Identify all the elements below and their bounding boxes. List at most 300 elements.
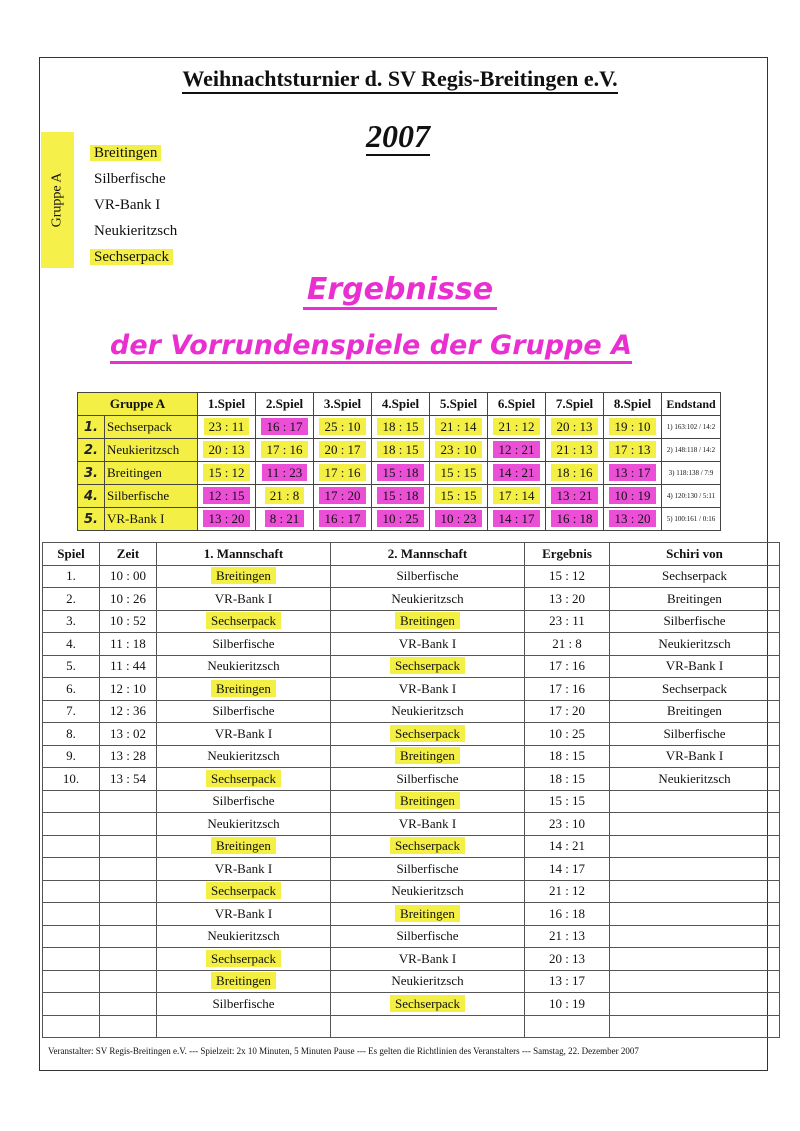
results-score-cell [604, 508, 662, 531]
results-subheading: der Vorrundenspiele der Gruppe A [110, 330, 632, 361]
schedule-schiri [610, 903, 780, 926]
results-endstand: 4) 120:130 / 5:11 [662, 485, 721, 508]
results-score: 16 : 17 [319, 510, 365, 527]
results-score: 14 : 21 [493, 464, 539, 481]
results-score: 21 : 12 [493, 418, 539, 435]
schedule-spiel [43, 925, 100, 948]
schedule-row [43, 993, 780, 1016]
schedule-team2: Breitingen [395, 612, 460, 629]
results-score-cell [488, 439, 546, 462]
schedule-ergebnis: 10 : 25 [525, 723, 610, 746]
results-score-cell [430, 462, 488, 485]
schedule-zeit: 12 : 10 [100, 678, 157, 701]
schedule-team2: Breitingen [395, 747, 460, 764]
schedule-zeit: 13 : 54 [100, 768, 157, 791]
schedule-spiel: 10. [43, 768, 100, 791]
schedule-zeit: 13 : 02 [100, 723, 157, 746]
schedule-schiri [610, 790, 780, 813]
results-endstand: 2) 148:118 / 14:2 [662, 439, 721, 462]
schedule-team1: VR-Bank I [214, 590, 273, 606]
results-score: 10 : 19 [609, 487, 655, 504]
results-score-cell [314, 439, 372, 462]
schedule-row [43, 565, 780, 588]
results-score: 18 : 15 [377, 418, 423, 435]
schedule-team1-cell [157, 903, 331, 926]
results-score-cell [546, 485, 604, 508]
schedule-row [43, 880, 780, 903]
results-team: Silberfische [105, 485, 198, 508]
schedule-team1-cell [157, 970, 331, 993]
schedule-schiri: Breitingen [610, 588, 780, 611]
schedule-spiel: 5. [43, 655, 100, 678]
schedule-zeit: 13 : 28 [100, 745, 157, 768]
results-score: 21 : 14 [435, 418, 481, 435]
schedule-team1: Breitingen [211, 567, 276, 584]
results-header-row [78, 393, 721, 416]
team-list-item [94, 140, 177, 166]
results-score: 15 : 15 [435, 464, 481, 481]
schedule-team2-cell [331, 948, 525, 971]
results-score-cell [372, 462, 430, 485]
results-team: Neukieritzsch [105, 439, 198, 462]
schedule-spiel [43, 858, 100, 881]
schedule-team1-cell [157, 880, 331, 903]
schedule-row [43, 858, 780, 881]
schedule-team1-cell [157, 610, 331, 633]
results-score: 14 : 17 [493, 510, 539, 527]
schedule-ergebnis: 21 : 12 [525, 880, 610, 903]
results-score: 23 : 10 [435, 441, 481, 458]
schedule-spiel [43, 1015, 100, 1038]
results-score-cell [488, 508, 546, 531]
results-score-cell [546, 462, 604, 485]
schedule-team1: Silberfische [212, 635, 275, 651]
results-score-cell [372, 485, 430, 508]
results-header-cell: 7.Spiel [546, 393, 604, 416]
schedule-header-cell: 1. Mannschaft [157, 543, 331, 566]
schedule-team2: Breitingen [395, 905, 460, 922]
results-score-cell [488, 462, 546, 485]
schedule-team2: Sechserpack [390, 725, 465, 742]
results-row [78, 462, 721, 485]
team-name: VR-Bank I [94, 197, 161, 213]
schedule-spiel [43, 880, 100, 903]
results-team: Sechserpack [105, 416, 198, 439]
document-title: Weihnachtsturnier d. SV Regis-Breitingen e.V. [0, 66, 800, 92]
results-score: 18 : 15 [377, 441, 423, 458]
schedule-schiri [610, 970, 780, 993]
schedule-zeit: 11 : 44 [100, 655, 157, 678]
schedule-team2-cell [331, 925, 525, 948]
results-score: 13 : 17 [609, 464, 655, 481]
results-score-cell [198, 485, 256, 508]
results-header-cell: 4.Spiel [372, 393, 430, 416]
schedule-ergebnis [525, 1015, 610, 1038]
schedule-row [43, 633, 780, 656]
schedule-team2-cell [331, 880, 525, 903]
results-score: 23 : 11 [204, 418, 250, 435]
results-row [78, 508, 721, 531]
schedule-zeit [100, 970, 157, 993]
results-score: 19 : 10 [609, 418, 655, 435]
schedule-team1: Sechserpack [206, 950, 281, 967]
schedule-row [43, 835, 780, 858]
schedule-team2-cell [331, 745, 525, 768]
schedule-schiri: Sechserpack [610, 678, 780, 701]
results-heading: Ergebnisse [0, 272, 800, 307]
results-score: 13 : 20 [203, 510, 249, 527]
schedule-team1: Sechserpack [206, 770, 281, 787]
schedule-row [43, 903, 780, 926]
results-header-cell: 3.Spiel [314, 393, 372, 416]
results-score: 10 : 23 [435, 510, 481, 527]
schedule-schiri [610, 835, 780, 858]
schedule-schiri: Silberfische [610, 610, 780, 633]
schedule-team1: Neukieritzsch [207, 928, 280, 944]
schedule-team1-cell [157, 948, 331, 971]
results-endstand: 1) 163:102 / 14:2 [662, 416, 721, 439]
schedule-schiri: Breitingen [610, 700, 780, 723]
results-team: Breitingen [105, 462, 198, 485]
schedule-team1-cell [157, 790, 331, 813]
schedule-row [43, 1015, 780, 1038]
results-score: 15 : 18 [377, 464, 423, 481]
schedule-team2-cell [331, 790, 525, 813]
schedule-spiel: 7. [43, 700, 100, 723]
schedule-team1-cell [157, 588, 331, 611]
schedule-zeit: 10 : 26 [100, 588, 157, 611]
schedule-header-cell: 2. Mannschaft [331, 543, 525, 566]
schedule-team2: VR-Bank I [398, 815, 457, 831]
results-score: 8 : 21 [265, 510, 305, 527]
schedule-team2-cell [331, 655, 525, 678]
results-score: 12 : 15 [203, 487, 249, 504]
results-score-cell [546, 416, 604, 439]
results-score: 15 : 12 [203, 464, 249, 481]
results-score-cell [546, 508, 604, 531]
schedule-team2-cell [331, 835, 525, 858]
results-score: 25 : 10 [319, 418, 365, 435]
schedule-ergebnis: 16 : 18 [525, 903, 610, 926]
results-score-cell [314, 416, 372, 439]
schedule-team1-cell [157, 678, 331, 701]
schedule-team2: Silberfische [396, 928, 459, 944]
results-score: 17 : 20 [319, 487, 365, 504]
schedule-team1: Silberfische [212, 703, 275, 719]
results-score-cell [314, 462, 372, 485]
schedule-row [43, 655, 780, 678]
schedule-team2-cell [331, 858, 525, 881]
schedule-spiel: 9. [43, 745, 100, 768]
schedule-team1: Neukieritzsch [207, 748, 280, 764]
schedule-team1-cell [157, 993, 331, 1016]
results-score-cell [430, 508, 488, 531]
schedule-team2-cell [331, 970, 525, 993]
schedule-ergebnis: 21 : 8 [525, 633, 610, 656]
schedule-team2: Neukieritzsch [391, 883, 464, 899]
schedule-team2: Breitingen [395, 792, 460, 809]
schedule-team2: Neukieritzsch [391, 703, 464, 719]
results-score: 13 : 21 [551, 487, 597, 504]
schedule-team2: Sechserpack [390, 657, 465, 674]
schedule-schiri: Silberfische [610, 723, 780, 746]
schedule-spiel [43, 970, 100, 993]
results-rank: 1. [78, 416, 105, 439]
schedule-row [43, 925, 780, 948]
results-score-cell [256, 485, 314, 508]
schedule-schiri [610, 880, 780, 903]
team-list-item [94, 192, 177, 218]
schedule-ergebnis: 23 : 11 [525, 610, 610, 633]
team-list-item [94, 244, 177, 270]
results-score-cell [256, 416, 314, 439]
results-score-cell [198, 508, 256, 531]
schedule-header-cell: Schiri von [610, 543, 780, 566]
results-score: 12 : 21 [493, 441, 539, 458]
results-score: 16 : 17 [261, 418, 307, 435]
results-score: 17 : 16 [261, 441, 307, 458]
schedule-team1-cell [157, 835, 331, 858]
schedule-team1: Neukieritzsch [207, 658, 280, 674]
schedule-team2-cell [331, 565, 525, 588]
schedule-team1: Breitingen [211, 680, 276, 697]
schedule-ergebnis: 14 : 17 [525, 858, 610, 881]
year-heading: 2007 [366, 118, 430, 154]
schedule-spiel: 2. [43, 588, 100, 611]
schedule-spiel [43, 835, 100, 858]
results-row [78, 439, 721, 462]
results-score-cell [546, 439, 604, 462]
schedule-team2-cell [331, 903, 525, 926]
schedule-team1-cell [157, 858, 331, 881]
schedule-row [43, 970, 780, 993]
results-header-cell: 6.Spiel [488, 393, 546, 416]
group-label: Gruppe A [41, 132, 74, 268]
schedule-ergebnis: 13 : 20 [525, 588, 610, 611]
results-score: 17 : 16 [319, 464, 365, 481]
schedule-zeit [100, 1015, 157, 1038]
schedule-zeit [100, 813, 157, 836]
results-score-cell [256, 508, 314, 531]
schedule-team1-cell [157, 768, 331, 791]
results-score: 20 : 13 [203, 441, 249, 458]
schedule-team1: VR-Bank I [214, 905, 273, 921]
schedule-ergebnis: 10 : 19 [525, 993, 610, 1016]
schedule-team2-cell [331, 610, 525, 633]
schedule-zeit [100, 993, 157, 1016]
schedule-team1: VR-Bank I [214, 725, 273, 741]
schedule-header-row [43, 543, 780, 566]
schedule-ergebnis: 17 : 16 [525, 655, 610, 678]
results-rank: 4. [78, 485, 105, 508]
results-score: 13 : 20 [609, 510, 655, 527]
schedule-row [43, 948, 780, 971]
schedule-header-cell: Zeit [100, 543, 157, 566]
schedule-header-cell: Ergebnis [525, 543, 610, 566]
schedule-team2-cell [331, 588, 525, 611]
schedule-team1: Neukieritzsch [207, 815, 280, 831]
schedule-team1: Sechserpack [206, 612, 281, 629]
schedule-zeit [100, 948, 157, 971]
schedule-ergebnis: 17 : 16 [525, 678, 610, 701]
schedule-row [43, 700, 780, 723]
results-score-cell [198, 462, 256, 485]
schedule-zeit [100, 880, 157, 903]
results-score-cell [430, 416, 488, 439]
schedule-row [43, 723, 780, 746]
results-score-cell [256, 439, 314, 462]
schedule-schiri: Sechserpack [610, 565, 780, 588]
results-score: 17 : 13 [609, 441, 655, 458]
schedule-zeit: 10 : 52 [100, 610, 157, 633]
results-score-cell [314, 508, 372, 531]
schedule-team2-cell [331, 723, 525, 746]
schedule-team2-cell [331, 993, 525, 1016]
schedule-zeit [100, 903, 157, 926]
schedule-ergebnis: 18 : 15 [525, 745, 610, 768]
schedule-team2: Neukieritzsch [391, 590, 464, 606]
results-score-cell [488, 416, 546, 439]
schedule-team2-cell [331, 678, 525, 701]
results-score: 18 : 16 [551, 464, 597, 481]
schedule-team2: VR-Bank I [398, 950, 457, 966]
results-rank: 3. [78, 462, 105, 485]
schedule-team2-cell [331, 1015, 525, 1038]
results-score: 21 : 8 [265, 487, 305, 504]
results-score-cell [604, 462, 662, 485]
results-score-cell [604, 485, 662, 508]
results-score: 20 : 17 [319, 441, 365, 458]
schedule-row [43, 768, 780, 791]
results-score: 11 : 23 [262, 464, 308, 481]
schedule-row [43, 610, 780, 633]
schedule-team2: Silberfische [396, 568, 459, 584]
schedule-spiel: 3. [43, 610, 100, 633]
schedule-schiri [610, 993, 780, 1016]
schedule-team1-cell [157, 655, 331, 678]
schedule-spiel: 8. [43, 723, 100, 746]
schedule-ergebnis: 15 : 12 [525, 565, 610, 588]
team-name: Silberfische [94, 171, 166, 187]
results-header-cell: 1.Spiel [198, 393, 256, 416]
results-header-cell: Gruppe A [78, 393, 198, 416]
results-score-cell [604, 416, 662, 439]
team-list-item [94, 218, 177, 244]
schedule-team2: Sechserpack [390, 995, 465, 1012]
schedule-schiri: VR-Bank I [610, 655, 780, 678]
schedule-team2-cell [331, 768, 525, 791]
schedule-team2: Silberfische [396, 770, 459, 786]
footer-note: Veranstalter: SV Regis-Breitingen e.V. --- Spielzeit: 2x 10 Minuten, 5 Minuten Pause --- Es gelten die Richtlinien des Veranstalters --- Samstag, 22. Dezember 2007 [48, 1046, 639, 1056]
results-score-cell [430, 485, 488, 508]
schedule-row [43, 678, 780, 701]
schedule-zeit [100, 835, 157, 858]
schedule-spiel [43, 903, 100, 926]
results-rank: 2. [78, 439, 105, 462]
schedule-zeit: 11 : 18 [100, 633, 157, 656]
schedule-team1-cell [157, 700, 331, 723]
results-score-cell [198, 416, 256, 439]
schedule-spiel: 1. [43, 565, 100, 588]
schedule-team1: Silberfische [212, 793, 275, 809]
schedule-team2-cell [331, 813, 525, 836]
results-row [78, 485, 721, 508]
schedule-team1-cell [157, 565, 331, 588]
schedule-team1-cell [157, 723, 331, 746]
schedule-schiri [610, 813, 780, 836]
schedule-ergebnis: 23 : 10 [525, 813, 610, 836]
schedule-schiri: VR-Bank I [610, 745, 780, 768]
results-table [77, 392, 721, 531]
results-score-cell [372, 508, 430, 531]
schedule-spiel: 4. [43, 633, 100, 656]
schedule-spiel [43, 813, 100, 836]
schedule-ergebnis: 20 : 13 [525, 948, 610, 971]
team-list [94, 140, 177, 270]
schedule-spiel: 6. [43, 678, 100, 701]
schedule-team1: Breitingen [211, 972, 276, 989]
results-header-cell: Endstand [662, 393, 721, 416]
schedule-ergebnis: 13 : 17 [525, 970, 610, 993]
schedule-schiri [610, 925, 780, 948]
schedule-zeit [100, 925, 157, 948]
results-score: 15 : 18 [377, 487, 423, 504]
schedule-team2: Sechserpack [390, 837, 465, 854]
schedule-team2: Neukieritzsch [391, 973, 464, 989]
schedule-zeit [100, 858, 157, 881]
team-name: Breitingen [90, 145, 161, 161]
schedule-ergebnis: 17 : 20 [525, 700, 610, 723]
schedule-row [43, 790, 780, 813]
schedule-ergebnis: 18 : 15 [525, 768, 610, 791]
schedule-spiel [43, 993, 100, 1016]
schedule-spiel [43, 790, 100, 813]
results-score: 10 : 25 [377, 510, 423, 527]
results-header-cell: 8.Spiel [604, 393, 662, 416]
schedule-team2-cell [331, 633, 525, 656]
schedule-ergebnis: 14 : 21 [525, 835, 610, 858]
schedule-ergebnis: 15 : 15 [525, 790, 610, 813]
results-rank: 5. [78, 508, 105, 531]
results-header-cell: 5.Spiel [430, 393, 488, 416]
results-score-cell [372, 439, 430, 462]
schedule-team1-cell [157, 745, 331, 768]
schedule-schiri: Neukieritzsch [610, 633, 780, 656]
schedule-schiri [610, 1015, 780, 1038]
schedule-team1: Breitingen [211, 837, 276, 854]
schedule-row [43, 813, 780, 836]
schedule-spiel [43, 948, 100, 971]
results-score-cell [488, 485, 546, 508]
results-score: 17 : 14 [493, 487, 539, 504]
results-score-cell [256, 462, 314, 485]
schedule-schiri: Neukieritzsch [610, 768, 780, 791]
schedule-team2: VR-Bank I [398, 680, 457, 696]
results-score-cell [604, 439, 662, 462]
schedule-team2: VR-Bank I [398, 635, 457, 651]
results-score-cell [430, 439, 488, 462]
team-name: Neukieritzsch [94, 223, 178, 239]
results-endstand: 3) 118:138 / 7:9 [662, 462, 721, 485]
results-team: VR-Bank I [105, 508, 198, 531]
results-score-cell [314, 485, 372, 508]
schedule-zeit: 12 : 36 [100, 700, 157, 723]
team-list-item [94, 166, 177, 192]
results-score: 15 : 15 [435, 487, 481, 504]
schedule-zeit: 10 : 00 [100, 565, 157, 588]
results-score-cell [198, 439, 256, 462]
results-endstand: 5) 100:161 / 0:16 [662, 508, 721, 531]
